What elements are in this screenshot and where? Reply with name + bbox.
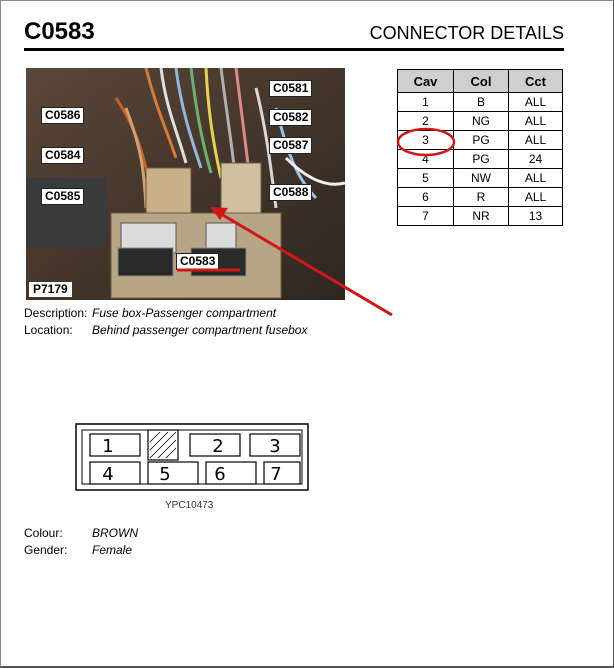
cell-cav: 6: [398, 188, 454, 207]
table-row: [398, 169, 563, 188]
connector-reference: YPC10473: [165, 500, 214, 511]
table-row: [398, 207, 563, 226]
cell-cav: 4: [398, 150, 454, 169]
cell-cct: ALL: [509, 93, 563, 112]
column-header: Col: [454, 70, 509, 93]
pin-2-label: 2: [212, 436, 224, 457]
cell-cav: 1: [398, 93, 454, 112]
table-header-row: [398, 70, 563, 93]
description-value: Fuse box-Passenger compartment: [92, 306, 277, 320]
cell-cct: ALL: [509, 112, 563, 131]
column-header: Cct: [509, 70, 563, 93]
pin-4-label: 4: [102, 464, 114, 485]
cell-col: PG: [454, 150, 509, 169]
callout-c0586: C0586: [41, 107, 84, 124]
connector-face-diagram: [70, 420, 315, 495]
table-row: [398, 93, 563, 112]
callout-c0584: C0584: [41, 147, 84, 164]
cell-cct: 13: [509, 207, 563, 226]
cell-col: NR: [454, 207, 509, 226]
pin-7-label: 7: [270, 464, 282, 485]
callout-c0585: C0585: [41, 188, 84, 205]
pin-1-label: 1: [102, 436, 114, 457]
cell-col: PG: [454, 131, 509, 150]
cell-cav: 5: [398, 169, 454, 188]
pin-6-label: 6: [214, 464, 226, 485]
cell-col: NW: [454, 169, 509, 188]
page-title: CONNECTOR DETAILS: [369, 23, 564, 43]
callout-c0582: C0582: [269, 109, 312, 126]
callout-c0583: C0583: [176, 253, 219, 270]
connector-code: C0583: [24, 18, 95, 45]
cell-cct: 24: [509, 150, 563, 169]
callout-c0581: C0581: [269, 80, 312, 97]
cell-cct: ALL: [509, 131, 563, 150]
cell-cav: 3: [398, 131, 454, 150]
cell-cct: ALL: [509, 169, 563, 188]
cell-cav: 7: [398, 207, 454, 226]
location-value: Behind passenger compartment fusebox: [92, 323, 308, 337]
pin-5-label: 5: [159, 464, 171, 485]
gender-label: Gender:: [24, 543, 68, 557]
table-row: [398, 188, 563, 207]
cell-cav: 2: [398, 112, 454, 131]
location-label: Location:: [24, 323, 73, 337]
pin-3-label: 3: [269, 436, 281, 457]
cell-col: NG: [454, 112, 509, 131]
callout-c0587: C0587: [269, 137, 312, 154]
callout-c0588: C0588: [269, 184, 312, 201]
colour-label: Colour:: [24, 526, 63, 540]
colour-value: BROWN: [92, 526, 138, 540]
cell-col: B: [454, 93, 509, 112]
gender-value: Female: [92, 543, 133, 557]
photo-code: P7179: [29, 282, 72, 297]
description-label: Description:: [24, 306, 88, 320]
cell-col: R: [454, 188, 509, 207]
column-header: Cav: [398, 70, 454, 93]
highlight-circle: [395, 126, 457, 158]
cell-cct: ALL: [509, 188, 563, 207]
